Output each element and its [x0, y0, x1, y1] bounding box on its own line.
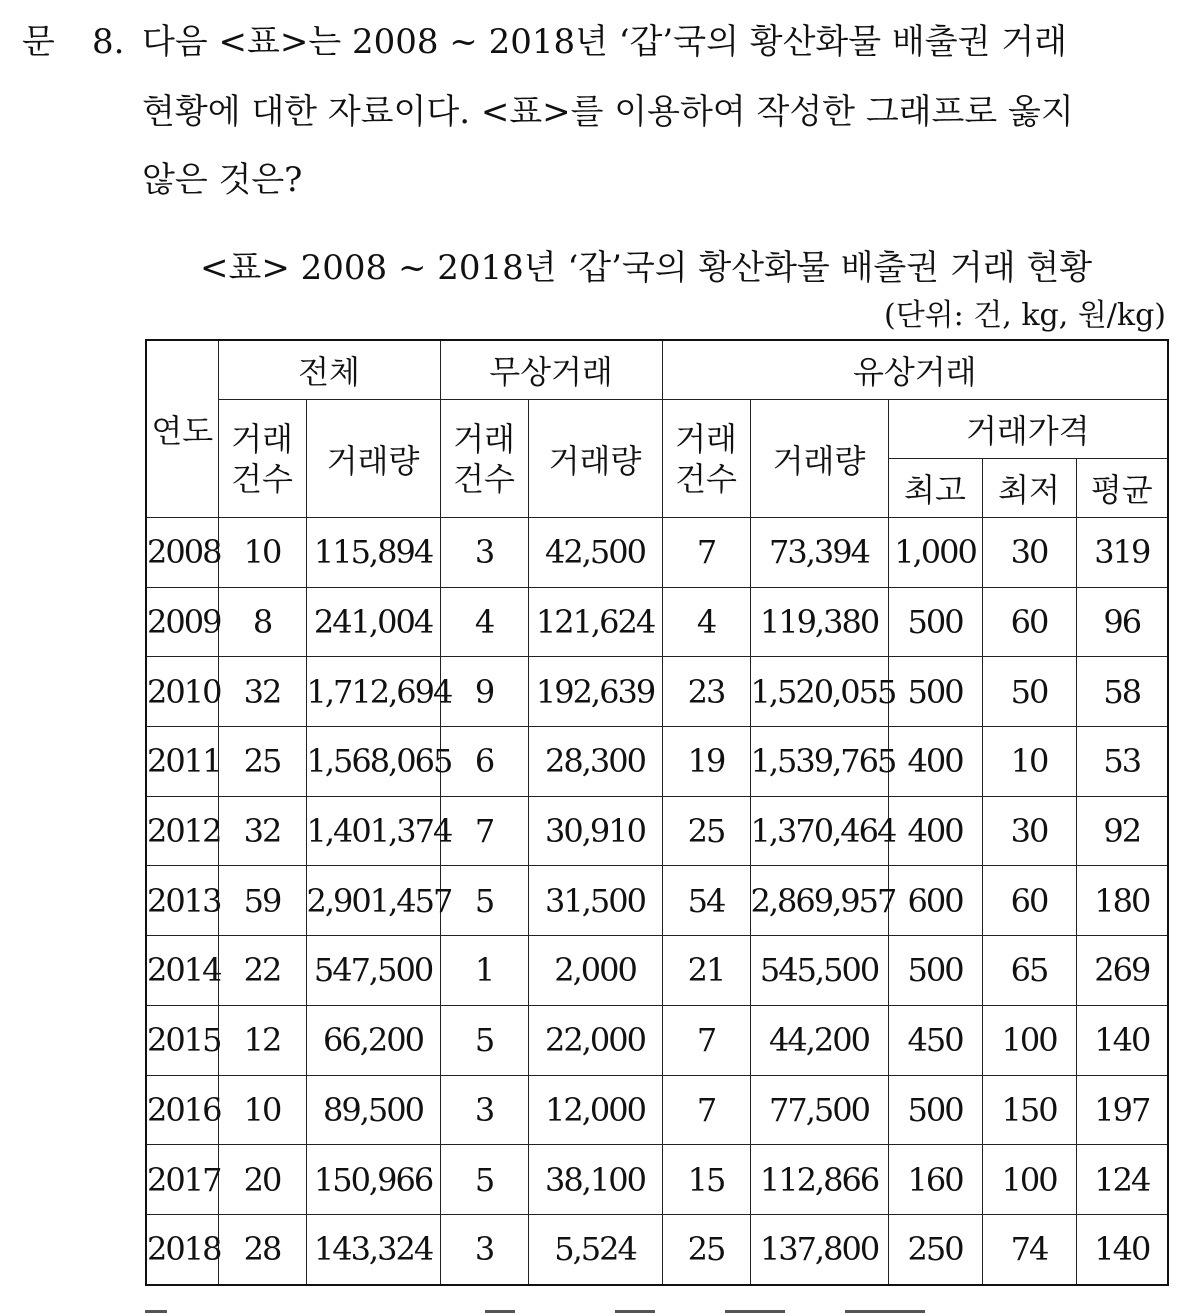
header-paid-count: 거래 건수 [662, 400, 750, 518]
cell-total-volume: 1,568,065 [306, 727, 440, 797]
cell-year: 2012 [146, 796, 218, 866]
cell-free-count: 6 [440, 727, 528, 797]
cell-year: 2014 [146, 936, 218, 1006]
cell-free-volume: 2,000 [528, 936, 662, 1006]
cell-year: 2018 [146, 1214, 218, 1284]
cell-paid-volume: 1,539,765 [750, 727, 888, 797]
cell-price-max: 500 [888, 587, 982, 657]
cell-paid-volume: 44,200 [750, 1005, 888, 1075]
header-total-count: 거래 건수 [218, 400, 306, 518]
table-row [146, 1005, 1168, 1075]
cell-price-max: 450 [888, 1005, 982, 1075]
cell-total-count: 25 [218, 727, 306, 797]
cell-price-min: 30 [982, 518, 1076, 588]
cell-price-avg: 53 [1076, 727, 1168, 797]
cell-paid-volume: 1,370,464 [750, 796, 888, 866]
cell-free-volume: 22,000 [528, 1005, 662, 1075]
cell-year: 2010 [146, 657, 218, 727]
cell-price-min: 60 [982, 587, 1076, 657]
cell-price-avg: 58 [1076, 657, 1168, 727]
cell-paid-volume: 119,380 [750, 587, 888, 657]
cell-free-count: 4 [440, 587, 528, 657]
header-price-avg: 평균 [1076, 459, 1168, 518]
header-price-min: 최저 [982, 459, 1076, 518]
cell-price-avg: 124 [1076, 1145, 1168, 1215]
cell-total-count: 32 [218, 796, 306, 866]
header-free-volume: 거래량 [528, 400, 662, 518]
cell-total-count: 10 [218, 1075, 306, 1145]
next-content-fragment [145, 1302, 995, 1316]
cell-total-volume: 150,966 [306, 1145, 440, 1215]
cell-price-max: 500 [888, 657, 982, 727]
cell-price-min: 50 [982, 657, 1076, 727]
table-row [146, 866, 1168, 936]
cell-price-max: 500 [888, 936, 982, 1006]
cell-price-max: 400 [888, 796, 982, 866]
cell-total-volume: 1,712,694 [306, 657, 440, 727]
cell-free-count: 7 [440, 796, 528, 866]
cell-total-volume: 66,200 [306, 1005, 440, 1075]
cell-paid-volume: 2,869,957 [750, 866, 888, 936]
header-price: 거래가격 [888, 400, 1168, 459]
cell-free-volume: 31,500 [528, 866, 662, 936]
cell-free-count: 3 [440, 1075, 528, 1145]
cell-paid-volume: 1,520,055 [750, 657, 888, 727]
table-caption: <표> 2008 ~ 2018년 ‘갑’국의 황산화물 배출권 거래 현황 [200, 248, 1093, 288]
header-paid-volume: 거래량 [750, 400, 888, 518]
cell-paid-volume: 77,500 [750, 1075, 888, 1145]
cell-year: 2016 [146, 1075, 218, 1145]
cell-price-avg: 96 [1076, 587, 1168, 657]
cell-year: 2011 [146, 727, 218, 797]
header-total: 전체 [218, 340, 440, 400]
cell-paid-volume: 545,500 [750, 936, 888, 1006]
cell-price-min: 100 [982, 1145, 1076, 1215]
cell-free-count: 1 [440, 936, 528, 1006]
cell-free-count: 5 [440, 866, 528, 936]
cell-price-min: 100 [982, 1005, 1076, 1075]
cell-price-avg: 269 [1076, 936, 1168, 1006]
cell-free-volume: 30,910 [528, 796, 662, 866]
cell-price-max: 160 [888, 1145, 982, 1215]
cell-paid-count: 15 [662, 1145, 750, 1215]
cell-price-avg: 140 [1076, 1005, 1168, 1075]
cell-paid-count: 7 [662, 1005, 750, 1075]
question-text-line-2: 현황에 대한 자료이다. <표>를 이용하여 작성한 그래프로 옳지 [142, 92, 1074, 132]
cell-total-volume: 2,901,457 [306, 866, 440, 936]
cell-free-volume: 28,300 [528, 727, 662, 797]
cell-total-count: 20 [218, 1145, 306, 1215]
table-row [146, 727, 1168, 797]
cell-year: 2015 [146, 1005, 218, 1075]
cell-paid-volume: 73,394 [750, 518, 888, 588]
cell-total-volume: 89,500 [306, 1075, 440, 1145]
cell-free-volume: 42,500 [528, 518, 662, 588]
cell-paid-count: 7 [662, 1075, 750, 1145]
cell-free-volume: 121,624 [528, 587, 662, 657]
question-label: 문 [22, 22, 55, 62]
cell-paid-count: 19 [662, 727, 750, 797]
cell-paid-count: 25 [662, 796, 750, 866]
cell-price-avg: 180 [1076, 866, 1168, 936]
table-row [146, 518, 1168, 588]
cell-total-volume: 241,004 [306, 587, 440, 657]
cell-paid-count: 7 [662, 518, 750, 588]
cell-year: 2013 [146, 866, 218, 936]
table-row [146, 796, 1168, 866]
cell-price-min: 150 [982, 1075, 1076, 1145]
cell-paid-count: 23 [662, 657, 750, 727]
cell-price-min: 74 [982, 1214, 1076, 1284]
cell-price-max: 250 [888, 1214, 982, 1284]
cell-price-avg: 92 [1076, 796, 1168, 866]
cell-free-count: 3 [440, 1214, 528, 1284]
cell-total-volume: 1,401,374 [306, 796, 440, 866]
cell-total-count: 10 [218, 518, 306, 588]
table-row [146, 1075, 1168, 1145]
cell-paid-count: 4 [662, 587, 750, 657]
cell-year: 2008 [146, 518, 218, 588]
cell-total-count: 12 [218, 1005, 306, 1075]
cell-price-avg: 140 [1076, 1214, 1168, 1284]
header-free: 무상거래 [440, 340, 662, 400]
cell-free-volume: 38,100 [528, 1145, 662, 1215]
table-unit: (단위: 건, kg, 원/kg) [884, 298, 1166, 333]
cell-price-min: 10 [982, 727, 1076, 797]
data-table [145, 339, 1169, 1286]
cell-price-min: 65 [982, 936, 1076, 1006]
question-text-line-1: 다음 <표>는 2008 ~ 2018년 ‘갑’국의 황산화물 배출권 거래 [142, 22, 1067, 62]
cell-paid-count: 21 [662, 936, 750, 1006]
header-free-count: 거래 건수 [440, 400, 528, 518]
cell-price-max: 1,000 [888, 518, 982, 588]
cell-price-max: 600 [888, 866, 982, 936]
table-row [146, 587, 1168, 657]
cell-paid-count: 54 [662, 866, 750, 936]
cell-total-count: 22 [218, 936, 306, 1006]
cell-free-volume: 5,524 [528, 1214, 662, 1284]
cell-paid-volume: 137,800 [750, 1214, 888, 1284]
cell-free-count: 5 [440, 1145, 528, 1215]
cell-total-volume: 115,894 [306, 518, 440, 588]
table-row [146, 1214, 1168, 1284]
cell-price-max: 500 [888, 1075, 982, 1145]
cell-price-avg: 197 [1076, 1075, 1168, 1145]
cell-free-volume: 12,000 [528, 1075, 662, 1145]
cell-year: 2009 [146, 587, 218, 657]
cell-paid-count: 25 [662, 1214, 750, 1284]
table-row [146, 657, 1168, 727]
cell-total-count: 32 [218, 657, 306, 727]
header-paid: 유상거래 [662, 340, 1168, 400]
cell-free-count: 5 [440, 1005, 528, 1075]
cell-free-volume: 192,639 [528, 657, 662, 727]
table-row [146, 936, 1168, 1006]
header-total-volume: 거래량 [306, 400, 440, 518]
cell-year: 2017 [146, 1145, 218, 1215]
cell-price-max: 400 [888, 727, 982, 797]
header-year: 연도 [146, 340, 218, 518]
cell-total-count: 8 [218, 587, 306, 657]
cell-total-count: 59 [218, 866, 306, 936]
question-number: 8. [92, 22, 125, 62]
cell-total-volume: 143,324 [306, 1214, 440, 1284]
cell-price-min: 60 [982, 866, 1076, 936]
cell-total-count: 28 [218, 1214, 306, 1284]
cell-free-count: 3 [440, 518, 528, 588]
question-text-line-3: 않은 것은? [142, 160, 303, 200]
cell-free-count: 9 [440, 657, 528, 727]
table-row [146, 1145, 1168, 1215]
header-price-max: 최고 [888, 459, 982, 518]
cell-paid-volume: 112,866 [750, 1145, 888, 1215]
cell-price-min: 30 [982, 796, 1076, 866]
cell-total-volume: 547,500 [306, 936, 440, 1006]
cell-price-avg: 319 [1076, 518, 1168, 588]
